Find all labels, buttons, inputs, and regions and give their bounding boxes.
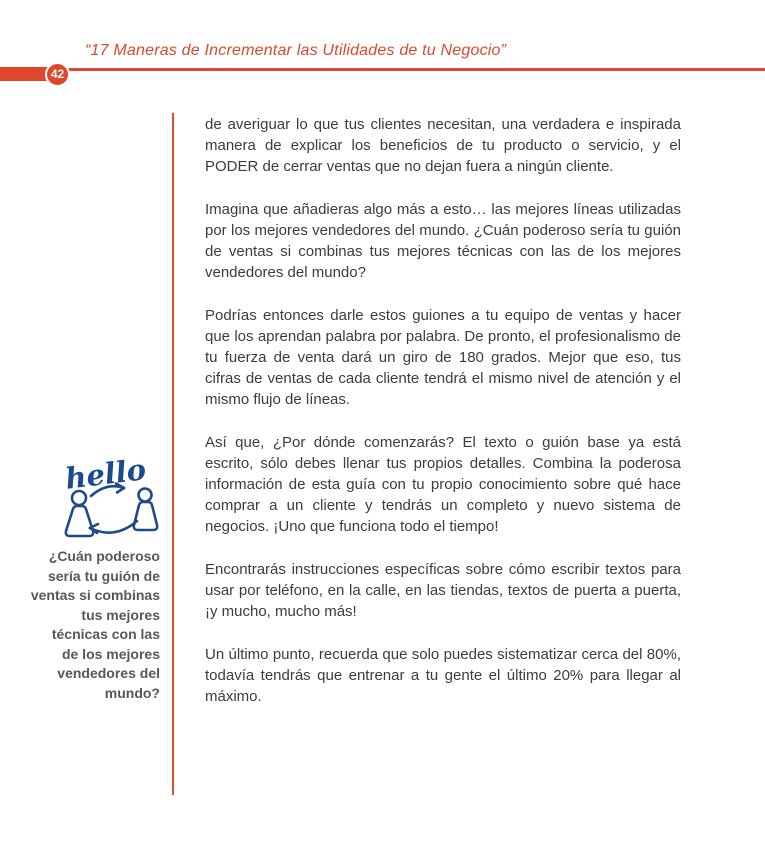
left-person-icon: [66, 491, 93, 536]
margin-quote-line: tus mejores: [81, 606, 160, 623]
paragraph: de averiguar lo que tus clientes necesitan, una verdadera e inspirada manera de explicar los beneficios de tu producto o servicio, y el PODER de cerrar ventas que no dejan fuera a ningún cliente.: [205, 116, 681, 175]
running-header-title: “17 Maneras de Incrementar las Utilidades de tu Negocio”: [85, 42, 507, 59]
paragraph: Encontrarás instrucciones específicas sobre cómo escribir textos para usar por teléfono, en la calle, en las tiendas, textos de puerta a puerta, ¡y mucho, mucho más!: [205, 561, 681, 620]
margin-quote-line: vendedores del: [57, 665, 160, 681]
paragraph: Podrías entonces darle estos guiones a tu equipo de ventas y hacer que los aprendan palabra por palabra. De pronto, el profesionalismo de tu fuerza de venta dará un giro de 180 grados. Mejor que eso, tus cifras de ventas de cada cliente tendrá el mismo nivel de atención y el mismo flujo de líneas.: [205, 307, 681, 408]
hello-word: hello: [63, 452, 148, 496]
margin-quote-line: de los mejores: [61, 645, 160, 662]
body-text-column: [205, 114, 681, 729]
right-person-icon: [134, 489, 157, 531]
hello-people-doodle-icon: [45, 447, 170, 552]
margin-quote-line: sería tu guión de: [47, 567, 160, 584]
paragraph: Un último punto, recuerda que solo puedes sistematizar cerca del 80%, todavía tendrás que entrenar a tu gente el último 20% para llegar al máximo.: [205, 646, 681, 705]
column-divider-line: [172, 113, 174, 795]
margin-quote-line: ventas si combinas: [30, 587, 160, 603]
paragraph: Así que, ¿Por dónde comenzarás? El texto o guión base ya está escrito, sólo debes llenar tus propios detalles. Combina la poderosa información de esta guía con tu propio conocimiento sobre qué hace comprar a un cliente y tendrás un completo y nuevo sistema de negocios. ¡Uno que funciona todo el tiempo!: [205, 434, 681, 535]
header-rule: [50, 68, 765, 71]
page-number-badge: 42: [45, 62, 70, 87]
margin-quote-line: mundo?: [104, 684, 160, 701]
margin-quote-line: ¿Cuán poderoso: [48, 548, 160, 564]
paragraph: Imagina que añadieras algo más a esto… las mejores líneas utilizadas por los mejores vendedores del mundo. ¿Cuán poderoso sería tu guión de ventas si combinas tus mejores técnicas con las de los mejores vendedores del mundo?: [205, 201, 681, 281]
margin-quote-line: técnicas con las: [51, 626, 160, 642]
margin-quote: [8, 547, 160, 703]
arrow-left-icon: [90, 521, 137, 533]
